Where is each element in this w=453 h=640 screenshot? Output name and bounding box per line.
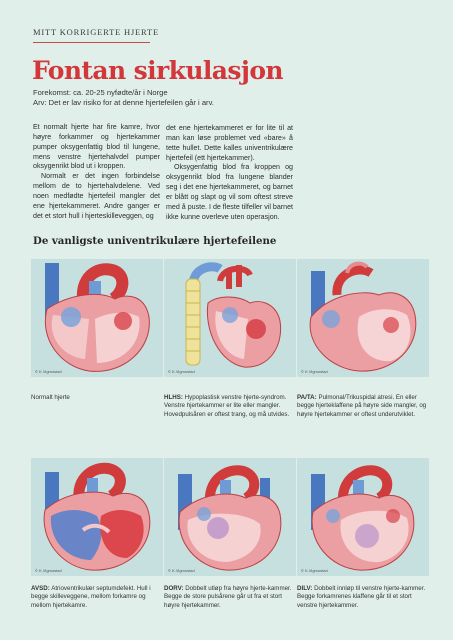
- caption-code: PA/TA:: [297, 394, 317, 401]
- caption-code: AVSD:: [31, 585, 50, 592]
- caption-code: HLHS:: [164, 394, 183, 401]
- caption-text: Hypoplastisk venstre hjerte-syndrom. Venstre hjertekammer er lite eller mangler. Hovedpulsåren er oftest trang, og må utvides.: [164, 394, 290, 418]
- caption-avsd: [31, 585, 163, 610]
- heredity-line: Arv: Det er lav risiko for at denne hjertefeilen går i arv.: [33, 98, 214, 107]
- illustration-normal-heart: [31, 259, 163, 377]
- caption-code: DILV:: [297, 585, 313, 592]
- caption-text: Dobbelt utløp fra høyre hjerte-kammer. Begge de store pulsårene går ut fra et stort høyre hjertekammer.: [164, 585, 292, 609]
- illustration-hlhs: [164, 259, 296, 377]
- paragraph: det ene hjertekammeret er for lite til at man kan løse problemet ved «bare» å tette hullet. Dette kalles univentrikulære hjertefeil (ett hjertekammer).: [166, 124, 293, 162]
- caption-dilv: [297, 585, 429, 610]
- caption-text: Pulmonal/Trikuspidal atresi. En eller begge hjerteklaffene på høyre side mangler, og høyre hjertekammer er oftest underutviklet.: [297, 394, 427, 418]
- illustration-credit: © K.Vigmostad: [301, 369, 328, 374]
- illustration-credit: © K.Vigmostad: [301, 568, 328, 573]
- caption-code: DORV:: [164, 585, 184, 592]
- caption-normal-heart: [31, 394, 163, 402]
- caption-pa-ta: [297, 394, 429, 419]
- paragraph: Normalt er det ingen forbindelse mellom de to hjertehalvdelene. Ved noen medfødte hjertefeil mangler det ene hjertekammeret. Andre ganger er det et stort hull i hjerteskilleveggen, og: [33, 172, 160, 220]
- illustration-pa-ta: [297, 259, 429, 377]
- section-header: MITT KORRIGERTE HJERTE: [33, 27, 159, 37]
- page-title: Fontan sirkulasjon: [32, 56, 283, 85]
- illustration-credit: © K.Vigmostad: [35, 369, 62, 374]
- body-column-left: [33, 123, 160, 221]
- illustration-dorv: [164, 458, 296, 576]
- header-rule: [33, 42, 150, 43]
- illustration-avsd: [31, 458, 163, 576]
- illustration-dilv: [297, 458, 429, 576]
- illustration-credit: © K.Vigmostad: [168, 369, 195, 374]
- caption-text: Normalt hjerte: [31, 394, 70, 401]
- caption-dorv: [164, 585, 296, 610]
- incidence-line: Forekomst: ca. 20-25 nyfødte/år i Norge: [33, 88, 168, 97]
- section-title: De vanligste univentrikulære hjertefeilene: [33, 235, 277, 247]
- illustration-credit: © K.Vigmostad: [35, 568, 62, 573]
- caption-text: Atrioventrikulær septumdefekt. Hull i begge skilleveggene, mellom forkamre og mellom hjertekamre.: [31, 585, 151, 609]
- body-column-right: [166, 124, 293, 222]
- paragraph: Et normalt hjerte har fire kamre, hvor høyre forkammer og hjertekammer pumper oksygenfattig blod til lungene, mens venstre hjertehalvdel pumper oksygenrikt blod ut i kroppen.: [33, 123, 160, 171]
- caption-hlhs: [164, 394, 296, 419]
- illustration-credit: © K.Vigmostad: [168, 568, 195, 573]
- caption-text: Dobbelt innløp til venstre hjerte-kammer. Begge forkamrenes klaffene går til et stort venstre hjertekammer.: [297, 585, 426, 609]
- paragraph: Oksygenfattig blod fra kroppen og oksygenrikt blod fra lungene blander seg i det ene hjertekammeret, og barnet er blått og slapt og vil som oftest streve med å puste. I de fleste tilfeller vil barnet ikke kunne overleve uten operasjon.: [166, 163, 293, 221]
